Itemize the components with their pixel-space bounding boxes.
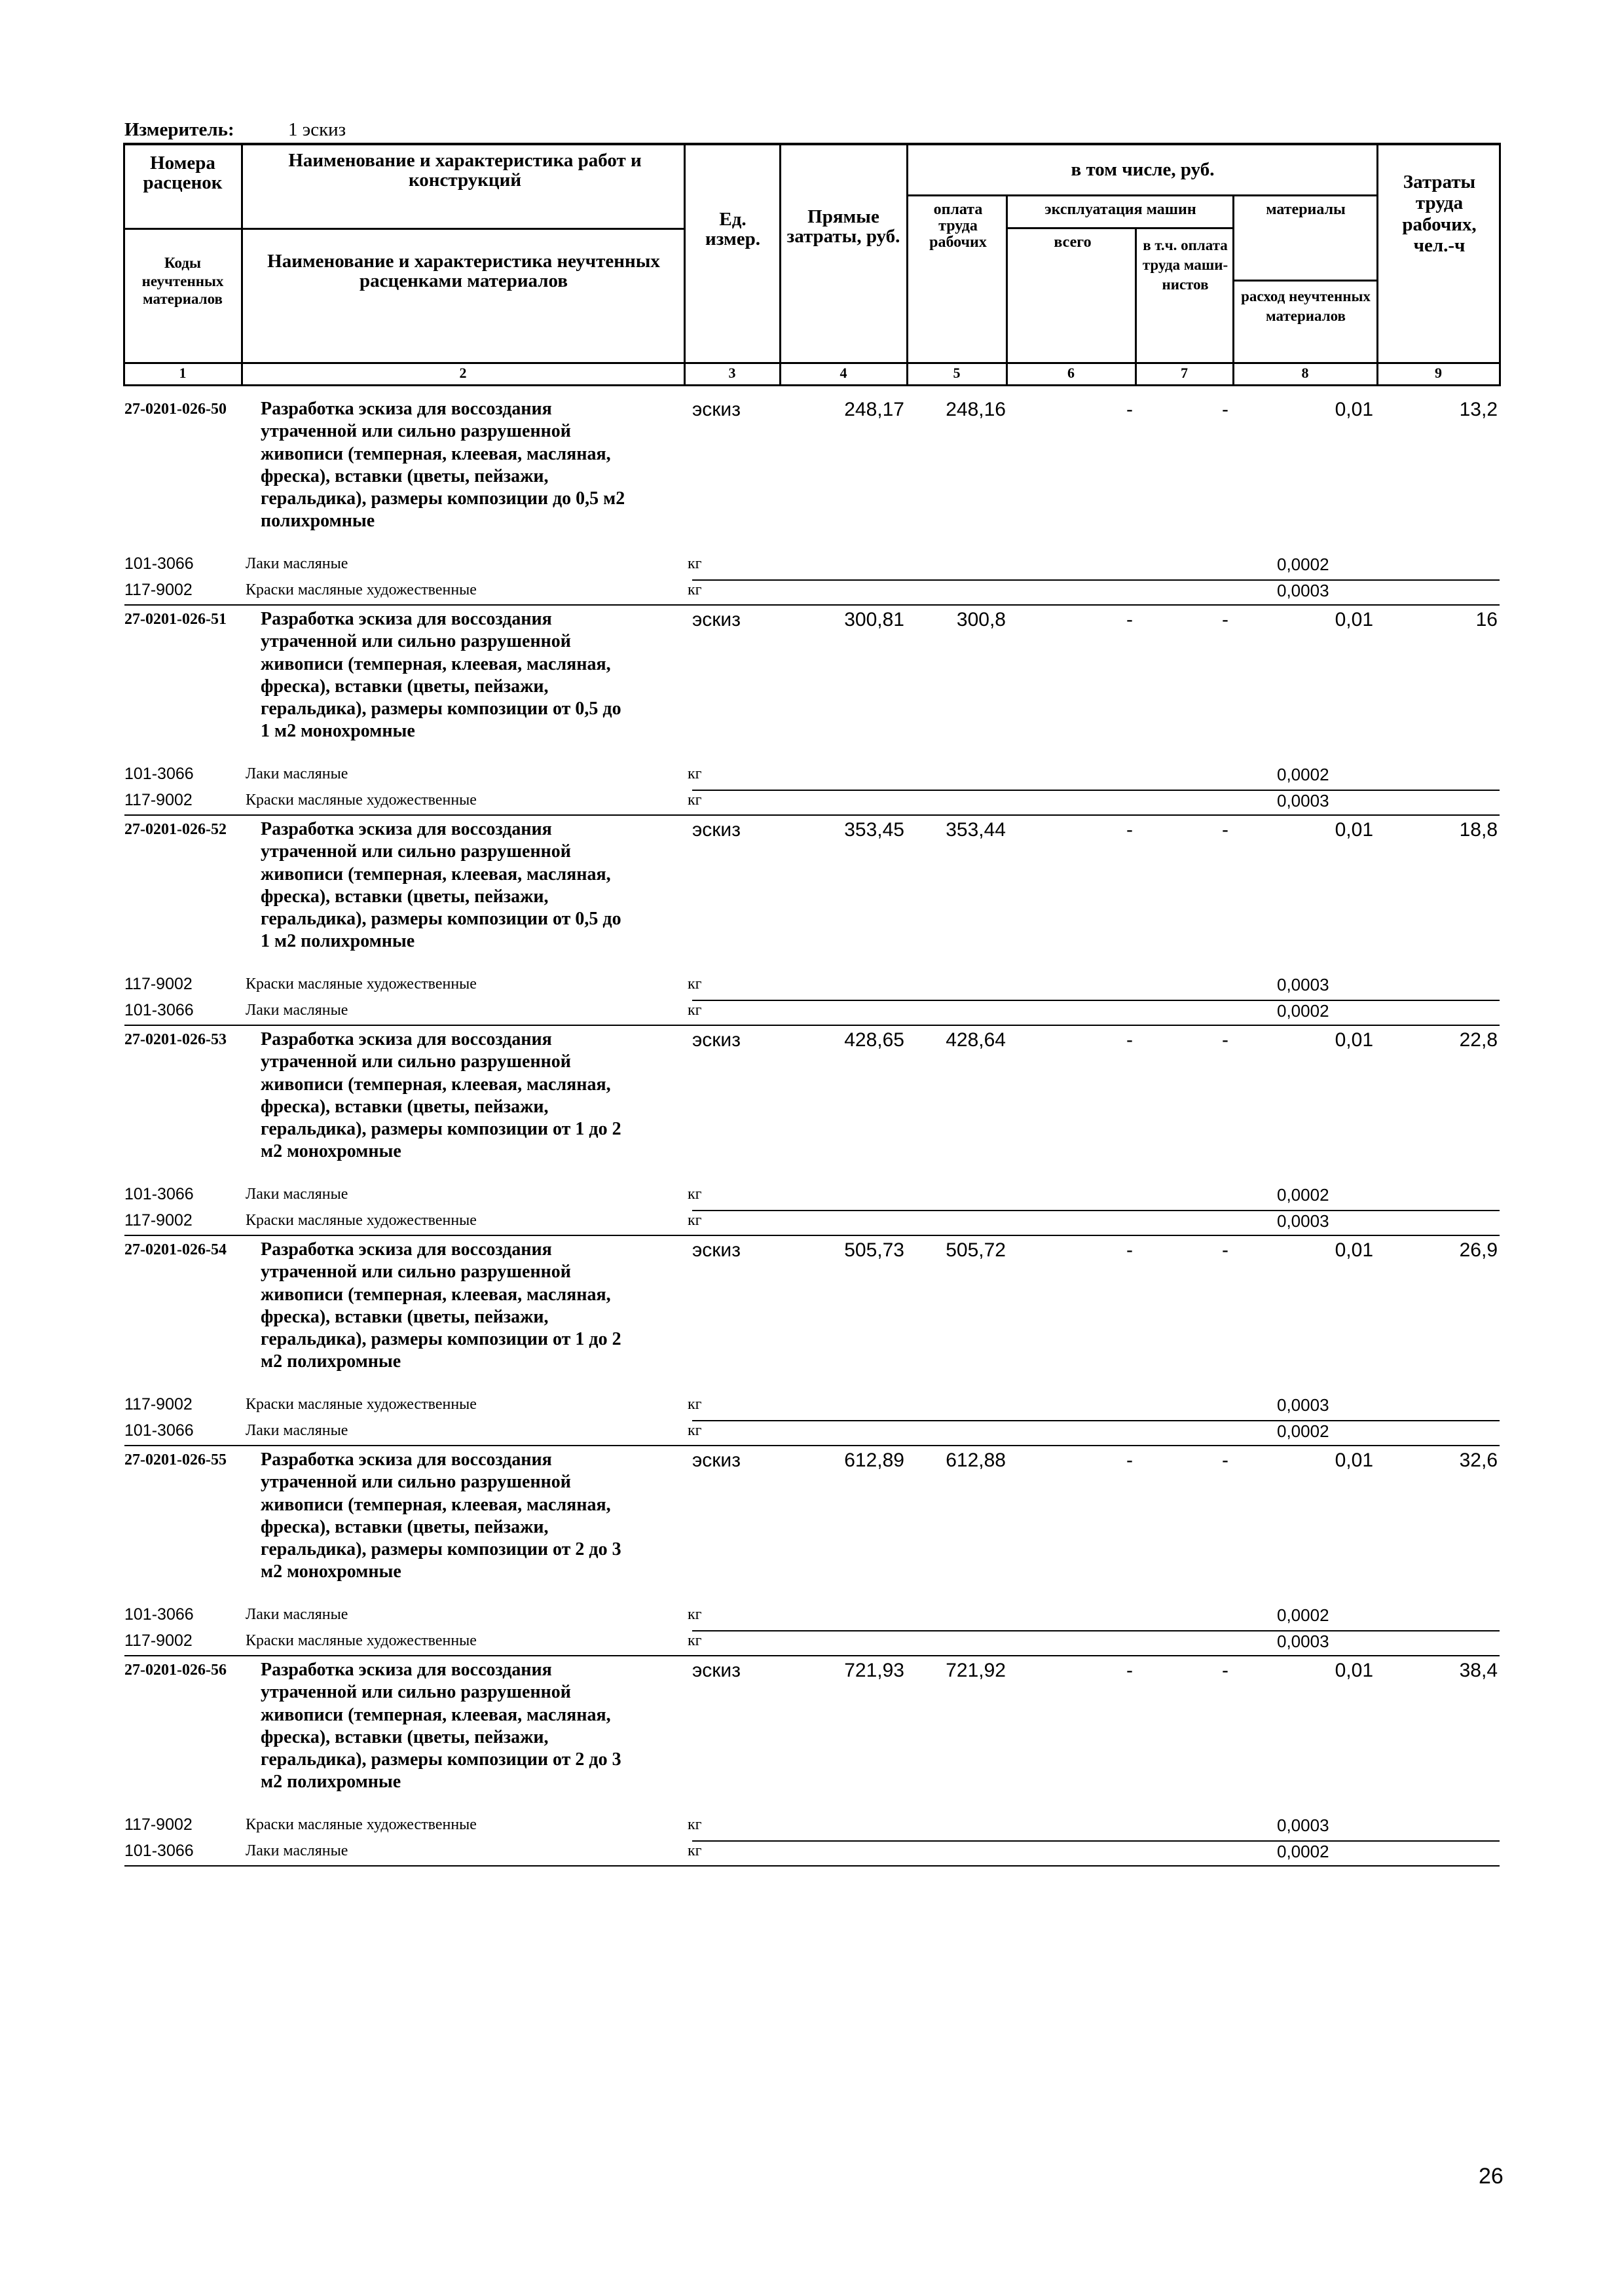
material-name: Лаки масляные bbox=[246, 1002, 348, 1019]
header-including: в том числе, руб. bbox=[1071, 159, 1215, 180]
rate-machines-wage: - bbox=[1222, 1660, 1228, 1681]
rate-materials: 0,01 bbox=[1335, 1029, 1373, 1051]
rate-wage: 300,8 bbox=[956, 609, 1006, 630]
rate-machines: - bbox=[1126, 1239, 1133, 1261]
rate-code: 27-0201-026-55 bbox=[124, 1451, 227, 1468]
row-separator bbox=[124, 604, 1500, 606]
rate-description-line: Разработка эскиза для воссоздания bbox=[261, 1449, 552, 1470]
material-quantity: 0,0003 bbox=[1277, 1395, 1329, 1415]
rate-description-line: м2 полихромные bbox=[261, 1772, 401, 1793]
rate-direct-costs: 353,45 bbox=[844, 819, 904, 841]
header-split-subgroup bbox=[907, 194, 1377, 196]
material-unit: кг bbox=[688, 1632, 702, 1649]
rate-machines-wage: - bbox=[1222, 609, 1228, 630]
material-name: Краски масляные художественные bbox=[246, 792, 477, 809]
rate-description-line: м2 монохромные bbox=[261, 1561, 401, 1582]
material-quantity: 0,0003 bbox=[1277, 581, 1329, 600]
rate-description-line: м2 монохромные bbox=[261, 1141, 401, 1162]
rate-materials: 0,01 bbox=[1335, 819, 1373, 841]
material-quantity: 0,0002 bbox=[1277, 1842, 1329, 1861]
col-number-6: 6 bbox=[1067, 365, 1075, 381]
header-split-numbers bbox=[123, 362, 1501, 364]
header-rate-number: Номера расценок bbox=[143, 153, 223, 194]
material-name: Лаки масляные bbox=[246, 555, 348, 572]
unit-underline bbox=[692, 1210, 1500, 1211]
rate-code: 27-0201-026-50 bbox=[124, 401, 227, 418]
rate-description-line: фреска), вставки (цветы, пейзажи, bbox=[261, 1516, 549, 1537]
rate-unit: эскиз bbox=[692, 609, 741, 630]
header-split-left bbox=[123, 228, 685, 230]
rate-machines-wage: - bbox=[1222, 399, 1228, 420]
measure-value: 1 эскиз bbox=[288, 119, 346, 140]
rate-description-line: утраченной или сильно разрушенной bbox=[261, 1472, 571, 1493]
material-name: Краски масляные художественные bbox=[246, 975, 477, 993]
rate-description-line: утраченной или сильно разрушенной bbox=[261, 421, 571, 442]
rate-code: 27-0201-026-53 bbox=[124, 1031, 227, 1048]
material-name: Лаки масляные bbox=[246, 765, 348, 782]
rate-description-line: геральдика), размеры композиции от 2 до 3 bbox=[261, 1539, 621, 1560]
material-unit: кг bbox=[688, 765, 702, 782]
rate-labor: 13,2 bbox=[1459, 399, 1498, 420]
rate-code: 27-0201-026-51 bbox=[124, 611, 227, 628]
material-unit: кг bbox=[688, 1002, 702, 1019]
rate-unit: эскиз bbox=[692, 1239, 741, 1261]
rate-description-line: геральдика), размеры композиции до 0,5 м2 bbox=[261, 488, 625, 509]
material-unit: кг bbox=[688, 1842, 702, 1859]
rate-labor: 38,4 bbox=[1459, 1660, 1498, 1681]
col-number-9: 9 bbox=[1435, 365, 1442, 381]
unit-underline bbox=[692, 1630, 1500, 1631]
col-number-2: 2 bbox=[459, 365, 467, 381]
header-material-codes: Коды неучтенных материалов bbox=[141, 255, 224, 308]
rate-description-line: фреска), вставки (цветы, пейзажи, bbox=[261, 676, 549, 697]
material-unit: кг bbox=[688, 581, 702, 598]
rate-labor: 22,8 bbox=[1459, 1029, 1498, 1051]
rate-description-line: живописи (темперная, клеевая, масляная, bbox=[261, 1704, 611, 1725]
rate-description-line: утраченной или сильно разрушенной bbox=[261, 1262, 571, 1283]
rate-description-line: Разработка эскиза для воссоздания bbox=[261, 819, 552, 839]
rate-description-line: фреска), вставки (цветы, пейзажи, bbox=[261, 465, 549, 486]
material-quantity: 0,0003 bbox=[1277, 791, 1329, 811]
material-name: Краски масляные художественные bbox=[246, 1632, 477, 1649]
material-code: 101-3066 bbox=[124, 765, 194, 783]
row-separator bbox=[124, 1025, 1500, 1026]
rate-description-line: 1 м2 полихромные bbox=[261, 931, 415, 952]
rate-labor: 32,6 bbox=[1459, 1449, 1498, 1471]
header-unit: Ед. измер. bbox=[705, 209, 760, 250]
material-code: 117-9002 bbox=[124, 581, 193, 599]
material-code: 117-9002 bbox=[124, 1211, 193, 1230]
material-unit: кг bbox=[688, 1396, 702, 1413]
rate-machines-wage: - bbox=[1222, 819, 1228, 841]
material-code: 117-9002 bbox=[124, 791, 193, 809]
rate-materials: 0,01 bbox=[1335, 1239, 1373, 1261]
rate-machines-wage: - bbox=[1222, 1239, 1228, 1261]
header-right-border bbox=[1499, 143, 1501, 386]
material-name: Лаки масляные bbox=[246, 1422, 348, 1439]
material-name: Лаки масляные bbox=[246, 1186, 348, 1203]
rate-description-line: живописи (темперная, клеевая, масляная, bbox=[261, 1494, 611, 1515]
rate-description bbox=[261, 1029, 686, 1163]
unit-underline bbox=[692, 1840, 1500, 1842]
material-quantity: 0,0003 bbox=[1277, 1815, 1329, 1835]
rate-description bbox=[261, 608, 686, 743]
rate-materials: 0,01 bbox=[1335, 399, 1373, 420]
rate-description-line: живописи (темперная, клеевая, масляная, bbox=[261, 653, 611, 674]
material-name: Лаки масляные bbox=[246, 1606, 348, 1623]
rate-description-line: живописи (темперная, клеевая, масляная, bbox=[261, 864, 611, 884]
header-vline-6 bbox=[1135, 227, 1137, 386]
material-unit: кг bbox=[688, 1212, 702, 1229]
rate-wage: 248,16 bbox=[946, 399, 1006, 420]
material-quantity: 0,0002 bbox=[1277, 555, 1329, 574]
rate-description-line: Разработка эскиза для воссоздания bbox=[261, 1239, 552, 1260]
material-unit: кг bbox=[688, 555, 702, 572]
row-separator bbox=[124, 1865, 1500, 1867]
material-code: 117-9002 bbox=[124, 975, 193, 993]
rate-description-line: 1 м2 монохромные bbox=[261, 721, 415, 742]
rate-machines: - bbox=[1126, 1029, 1133, 1051]
material-unit: кг bbox=[688, 1816, 702, 1833]
material-code: 101-3066 bbox=[124, 1842, 194, 1860]
rate-description bbox=[261, 1659, 686, 1794]
rate-code: 27-0201-026-52 bbox=[124, 821, 227, 838]
material-quantity: 0,0002 bbox=[1277, 1605, 1329, 1625]
row-separator bbox=[124, 1235, 1500, 1236]
material-unit: кг bbox=[688, 975, 702, 993]
rate-machines: - bbox=[1126, 819, 1133, 841]
rate-description-line: фреска), вставки (цветы, пейзажи, bbox=[261, 1306, 549, 1327]
rate-description-line: Разработка эскиза для воссоздания bbox=[261, 609, 552, 629]
header-machines-total: всего bbox=[1054, 234, 1092, 251]
header-vline-7 bbox=[1232, 194, 1234, 386]
rate-description-line: геральдика), размеры композиции от 1 до 2 bbox=[261, 1119, 621, 1140]
rate-description bbox=[261, 1449, 686, 1584]
material-unit: кг bbox=[688, 1606, 702, 1623]
rate-description-line: м2 полихромные bbox=[261, 1351, 401, 1372]
rate-materials: 0,01 bbox=[1335, 609, 1373, 630]
rate-wage: 353,44 bbox=[946, 819, 1006, 841]
material-code: 117-9002 bbox=[124, 1395, 193, 1413]
header-vline-3 bbox=[779, 143, 781, 386]
material-name: Лаки масляные bbox=[246, 1842, 348, 1859]
page-number: 26 bbox=[1479, 2164, 1504, 2189]
rate-description-line: утраченной или сильно разрушенной bbox=[261, 631, 571, 652]
rate-unit: эскиз bbox=[692, 1449, 741, 1471]
material-quantity: 0,0002 bbox=[1277, 1421, 1329, 1441]
material-unit: кг bbox=[688, 1422, 702, 1439]
table-header bbox=[0, 0, 1624, 406]
rate-code: 27-0201-026-56 bbox=[124, 1662, 227, 1679]
unit-underline bbox=[692, 790, 1500, 791]
header-machines: эксплуатация машин bbox=[1044, 201, 1196, 218]
material-code: 101-3066 bbox=[124, 1605, 194, 1624]
rate-description bbox=[261, 1239, 686, 1374]
rate-machines-wage: - bbox=[1222, 1449, 1228, 1471]
material-quantity: 0,0003 bbox=[1277, 1631, 1329, 1651]
rate-machines: - bbox=[1126, 399, 1133, 420]
rate-description-line: полихромные bbox=[261, 511, 375, 532]
rate-description-line: Разработка эскиза для воссоздания bbox=[261, 1660, 552, 1680]
rate-direct-costs: 300,81 bbox=[844, 609, 904, 630]
rate-wage: 612,88 bbox=[946, 1449, 1006, 1471]
rate-description-line: живописи (темперная, клеевая, масляная, bbox=[261, 1284, 611, 1305]
rate-direct-costs: 248,17 bbox=[844, 399, 904, 420]
header-materials: материалы bbox=[1266, 201, 1346, 218]
rate-machines: - bbox=[1126, 1449, 1133, 1471]
rate-description-line: геральдика), размеры композиции от 2 до 3 bbox=[261, 1749, 621, 1770]
header-material-names: Наименование и характеристика неучтенных расценками материалов bbox=[267, 251, 660, 292]
col-number-3: 3 bbox=[728, 365, 736, 381]
col-number-7: 7 bbox=[1181, 365, 1188, 381]
unit-underline bbox=[692, 1420, 1500, 1421]
material-name: Краски масляные художественные bbox=[246, 581, 477, 598]
rate-labor: 26,9 bbox=[1459, 1239, 1498, 1261]
header-vline-8 bbox=[1376, 143, 1378, 386]
header-work-name: Наименование и характеристика работ и конструкций bbox=[288, 150, 642, 191]
rate-description-line: фреска), вставки (цветы, пейзажи, bbox=[261, 1096, 549, 1117]
rate-description-line: Разработка эскиза для воссоздания bbox=[261, 1029, 552, 1049]
col-number-4: 4 bbox=[840, 365, 847, 381]
unit-underline bbox=[692, 579, 1500, 581]
rate-code: 27-0201-026-54 bbox=[124, 1241, 227, 1258]
header-vline-5 bbox=[1006, 194, 1008, 386]
rate-description-line: геральдика), размеры композиции от 1 до 2 bbox=[261, 1329, 621, 1350]
col-number-1: 1 bbox=[179, 365, 187, 381]
material-code: 117-9002 bbox=[124, 1631, 193, 1650]
header-labor: Затраты труда рабочих, чел.-ч bbox=[1402, 172, 1477, 257]
header-machines-wage: в т.ч. оплата труда маши- нистов bbox=[1142, 237, 1228, 293]
unit-underline bbox=[692, 1000, 1500, 1001]
material-unit: кг bbox=[688, 792, 702, 809]
header-vline-2 bbox=[684, 143, 686, 386]
material-quantity: 0,0002 bbox=[1277, 765, 1329, 784]
rate-labor: 16 bbox=[1475, 609, 1498, 630]
material-code: 101-3066 bbox=[124, 1185, 194, 1203]
header-materials-usage: расход неучтенных материалов bbox=[1241, 288, 1371, 324]
material-code: 117-9002 bbox=[124, 1815, 193, 1834]
rate-unit: эскиз bbox=[692, 819, 741, 841]
rate-description-line: утраченной или сильно разрушенной bbox=[261, 1682, 571, 1703]
row-separator bbox=[124, 814, 1500, 816]
rate-description bbox=[261, 818, 686, 953]
rate-unit: эскиз bbox=[692, 399, 741, 420]
material-code: 101-3066 bbox=[124, 555, 194, 573]
header-wage: оплата труда рабочих bbox=[929, 201, 987, 251]
material-name: Краски масляные художественные bbox=[246, 1212, 477, 1229]
row-separator bbox=[124, 1445, 1500, 1446]
rate-labor: 18,8 bbox=[1459, 819, 1498, 841]
rate-machines: - bbox=[1126, 1660, 1133, 1681]
rate-description-line: утраченной или сильно разрушенной bbox=[261, 1051, 571, 1072]
header-split-materials bbox=[1233, 280, 1377, 282]
rate-direct-costs: 721,93 bbox=[844, 1660, 904, 1681]
rate-unit: эскиз bbox=[692, 1029, 741, 1051]
rate-description-line: фреска), вставки (цветы, пейзажи, bbox=[261, 1726, 549, 1747]
rate-description-line: геральдика), размеры композиции от 0,5 до bbox=[261, 699, 621, 720]
rate-machines-wage: - bbox=[1222, 1029, 1228, 1051]
material-code: 101-3066 bbox=[124, 1421, 194, 1440]
rate-wage: 721,92 bbox=[946, 1660, 1006, 1681]
material-name: Краски масляные художественные bbox=[246, 1816, 477, 1833]
rate-description-line: утраченной или сильно разрушенной bbox=[261, 841, 571, 862]
col-number-8: 8 bbox=[1301, 365, 1309, 381]
rate-wage: 505,72 bbox=[946, 1239, 1006, 1261]
measure-label: Измеритель: bbox=[124, 119, 234, 140]
header-vline-1 bbox=[241, 143, 243, 386]
rate-description-line: живописи (темперная, клеевая, масляная, bbox=[261, 1074, 611, 1095]
rate-direct-costs: 505,73 bbox=[844, 1239, 904, 1261]
material-quantity: 0,0002 bbox=[1277, 1185, 1329, 1205]
row-separator bbox=[124, 1655, 1500, 1656]
rate-direct-costs: 428,65 bbox=[844, 1029, 904, 1051]
rate-materials: 0,01 bbox=[1335, 1660, 1373, 1681]
material-quantity: 0,0003 bbox=[1277, 975, 1329, 994]
rate-unit: эскиз bbox=[692, 1660, 741, 1681]
rate-description-line: Разработка эскиза для воссоздания bbox=[261, 399, 552, 419]
rate-description-line: фреска), вставки (цветы, пейзажи, bbox=[261, 886, 549, 907]
rate-description-line: геральдика), размеры композиции от 0,5 до bbox=[261, 909, 621, 930]
header-direct-costs: Прямые затраты, руб. bbox=[786, 206, 900, 247]
rate-machines: - bbox=[1126, 609, 1133, 630]
material-name: Краски масляные художественные bbox=[246, 1396, 477, 1413]
rate-materials: 0,01 bbox=[1335, 1449, 1373, 1471]
material-unit: кг bbox=[688, 1186, 702, 1203]
rate-wage: 428,64 bbox=[946, 1029, 1006, 1051]
header-vline-4 bbox=[906, 143, 908, 386]
rate-description-line: живописи (темперная, клеевая, масляная, bbox=[261, 443, 611, 464]
material-code: 101-3066 bbox=[124, 1001, 194, 1019]
rate-description bbox=[261, 398, 686, 533]
material-quantity: 0,0003 bbox=[1277, 1211, 1329, 1231]
col-number-5: 5 bbox=[953, 365, 961, 381]
rate-direct-costs: 612,89 bbox=[844, 1449, 904, 1471]
header-top-border bbox=[123, 143, 1501, 145]
header-split-machines bbox=[1006, 227, 1233, 229]
header-bottom-border bbox=[123, 384, 1501, 386]
material-quantity: 0,0002 bbox=[1277, 1001, 1329, 1021]
